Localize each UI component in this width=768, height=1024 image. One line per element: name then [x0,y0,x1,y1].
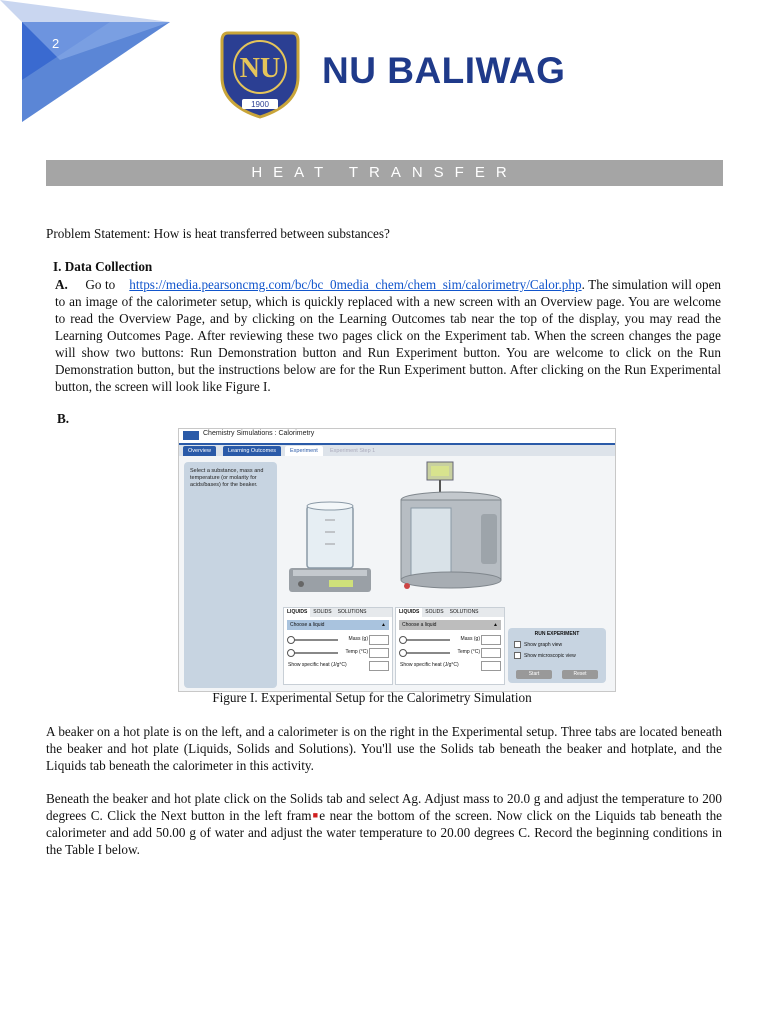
calorimeter-tab-solutions[interactable]: SOLUTIONS [449,609,479,615]
sim-tab-overview[interactable]: Overview [183,446,216,456]
comment-marker-icon: ■ [311,810,320,820]
sim-logo-icon [183,431,199,440]
beaker-mass-input[interactable] [369,635,389,645]
beaker-temp-slider[interactable] [287,649,295,657]
beaker-tab-solutions[interactable]: SOLUTIONS [337,609,367,615]
calorimeter-choose-liquid-select[interactable]: Choose a liquid ▲ [399,620,501,630]
paragraph-a [55,276,721,395]
calorimeter-panel-tabs [396,608,504,617]
run-experiment-title: RUN EXPERIMENT [534,631,580,637]
section-title: I. Data Collection [53,259,153,274]
nu-shield-logo [220,27,300,119]
go-to-text: Go to [85,277,116,292]
calorimeter-mass-row: Mass (g) [396,633,504,646]
beaker-mass-slider[interactable] [287,636,295,644]
sim-tab-experiment[interactable]: Experiment [285,446,323,456]
sim-tab-learning-outcomes[interactable]: Learning Outcomes [223,446,281,456]
brand-name: NU BALIWAG [322,50,566,91]
beaker-temp-input[interactable] [369,648,389,658]
reset-button[interactable]: Reset [562,670,598,679]
beaker-mass-row: Mass (g) [284,633,392,646]
calorimeter-temp-input[interactable] [481,648,501,658]
problem-statement: Problem Statement: How is heat transferred between substances? [46,226,390,241]
logo-letters: NU [239,53,281,84]
paragraph-setup-description: A beaker on a hot plate is on the left, and a calorimeter is on the right in the Experimental setup. Three tabs are located beneath the beaker and hot plate (Liquids, Solids and Solutions). You'll use the Solids tab beneath the beaker and hotplate, and the Liquids tab beneath the calorimeter in this activity. [46,724,722,773]
calorimeter-illustration [391,458,511,598]
beaker-panel-tabs [284,608,392,617]
run-experiment-panel [508,628,606,683]
label-a: A. [55,277,68,292]
sim-tab-experiment-step: Experiment Step 1 [330,448,376,454]
calorimeter-tab-solids[interactable]: SOLIDS [425,609,444,615]
figure-caption: Figure I. Experimental Setup for the Calorimetry Simulation [212,690,532,705]
calorimeter-mass-input[interactable] [481,635,501,645]
calorimeter-controls-panel [395,607,505,685]
beaker-tab-solids[interactable]: SOLIDS [313,609,332,615]
start-button[interactable]: Start [516,670,552,679]
sim-title-bar [179,429,615,445]
logo-year: 1900 [251,100,269,109]
label-b: B. [57,411,70,426]
calorimeter-mass-slider[interactable] [399,636,407,644]
beaker-specific-heat-row[interactable]: Show specific heat (J/g°C) [284,659,392,672]
calorimeter-temp-slider[interactable] [399,649,407,657]
calorimeter-specific-heat-row[interactable]: Show specific heat (J/g°C) [396,659,504,672]
calorimeter-tab-liquids[interactable]: LIQUIDS [396,608,422,617]
paragraph-instructions: Beneath the beaker and hot plate click on the Solids tab and select Ag. Adjust mass to 20.0 g and adjust the temperature to 200 degrees C. Click the Next button in the left fram■e near the bottom of the screen. Now click on the Liquids tab beneath the calorimeter and add 50.00 g of water and adjust the water temperature to 20.00 degrees C. Record the beginning conditions in the Table I below. [46,791,723,857]
beaker-controls-panel [283,607,393,685]
sim-side-text: Select a substance, mass and temperature (or molarity for acids/bases) for the beaker. [190,468,264,488]
sim-body [179,456,615,691]
page-number: 2 [52,36,60,51]
beaker-temp-row: Temp (°C) [284,646,392,659]
section-banner: HEAT TRANSFER [46,160,723,186]
sim-side-panel [184,462,277,688]
calorimetry-simulation-figure [178,428,616,692]
sim-tab-bar [179,445,615,456]
beaker-hotplate-illustration [285,496,375,596]
corner-decoration [0,0,200,130]
graph-view-checkbox[interactable]: Show graph view [514,641,606,648]
beaker-choose-liquid-select[interactable]: Choose a liquid ▲ [287,620,389,630]
calorimeter-temp-row: Temp (°C) [396,646,504,659]
beaker-tab-liquids[interactable]: LIQUIDS [284,608,310,617]
paragraph-a-body: . The simulation will open to an image of the calorimeter setup, which is quickly replaced with a new screen with an Overview page. You are welcome to read the Overview Page, and by clicking on the Learning Outcomes tab near the top of the display, you may read the Learning Outcomes Page. After reviewing these two pages click on the Experiment tab. When the screen changes the page will show two buttons: Run Demonstration button and Run Experiment button. You are welcome to click on the Run Demonstration button, but the instructions below are for the Run Experiment button. After clicking on the Run Experimental button, the screen will look like Figure I. [55,277,722,394]
microscopic-view-checkbox[interactable]: Show microscopic view [514,652,606,659]
sim-title: Chemistry Simulations : Calorimetry [203,430,315,437]
simulation-link[interactable]: https://media.pearsoncmg.com/bc/bc_0media_chem/chem_sim/calorimetry/Calor.php [129,277,582,292]
